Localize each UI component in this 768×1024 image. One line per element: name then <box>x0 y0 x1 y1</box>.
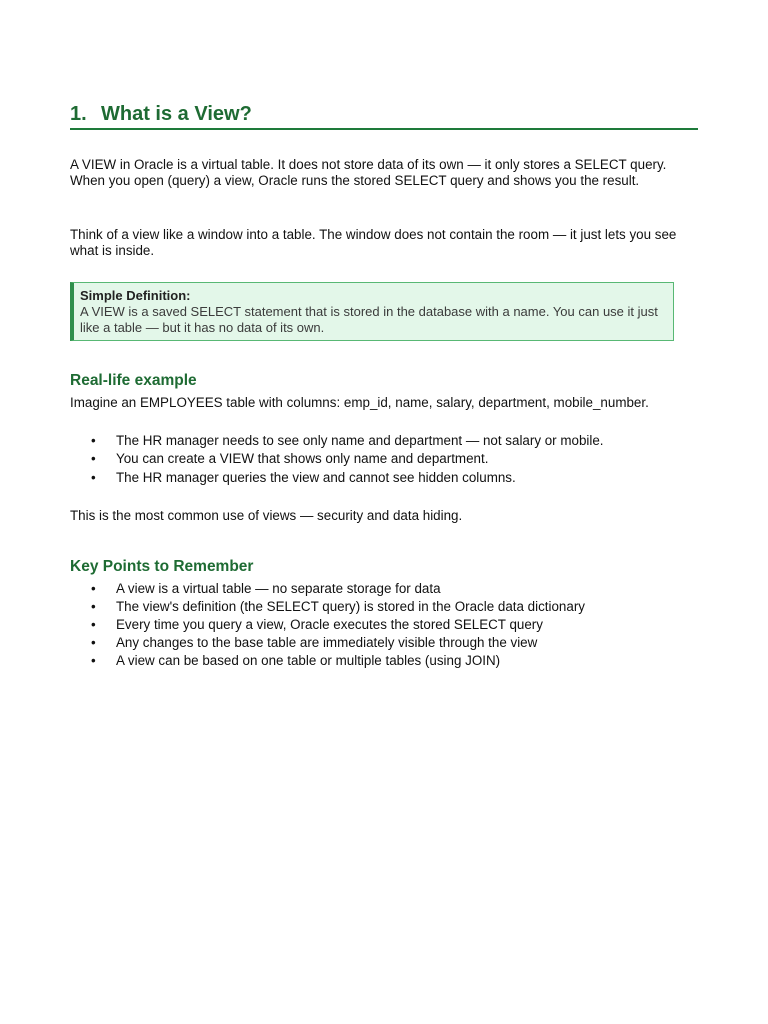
bullet-icon: • <box>91 451 96 467</box>
list-item: • The view's definition (the SELECT query) is stored in the Oracle data dictionary <box>91 599 585 614</box>
bullet-icon: • <box>91 617 96 632</box>
intro-paragraph-1: A VIEW in Oracle is a virtual table. It does not store data of its own — it only stores a SELECT query. When you open (query) a view, Oracle runs the stored SELECT query and shows you the result. <box>70 157 667 188</box>
definition-text: A VIEW is a saved SELECT statement that is stored in the database with a name. You can use it just like a table — but it has no data of its own. <box>80 304 658 335</box>
section-title: What is a View? <box>101 103 252 125</box>
bullet-icon: • <box>91 433 96 448</box>
bullet-icon: • <box>91 599 96 614</box>
list-item: • Every time you query a view, Oracle executes the stored SELECT query <box>91 617 543 632</box>
real-life-list <box>70 432 698 487</box>
real-life-heading: Real-life example <box>70 372 197 389</box>
list-item: • The HR manager needs to see only name and department — not salary or mobile. <box>70 432 698 450</box>
section-number: 1. <box>70 103 87 125</box>
list-item: • The HR manager queries the view and cannot see hidden columns. <box>70 469 698 487</box>
real-life-conclusion: This is the most common use of views — security and data hiding. <box>70 508 463 523</box>
list-item: • A view is a virtual table — no separate storage for data <box>91 581 441 596</box>
section-heading <box>70 102 698 130</box>
key-points-list <box>70 580 698 670</box>
bullet-icon: • <box>91 653 96 668</box>
intro-paragraph-2: Think of a view like a window into a table. The window does not contain the room — it just lets you see what is inside. <box>70 227 677 258</box>
definition-label: Simple Definition: <box>80 288 191 303</box>
list-item: • Any changes to the base table are immediately visible through the view <box>91 635 538 650</box>
bullet-icon: • <box>91 581 96 596</box>
key-points-heading: Key Points to Remember <box>70 558 254 575</box>
real-life-intro: Imagine an EMPLOYEES table with columns: emp_id, name, salary, department, mobile_number. <box>70 395 649 410</box>
bullet-icon: • <box>91 635 96 650</box>
definition-box <box>70 282 674 341</box>
list-item: • A view can be based on one table or multiple tables (using JOIN) <box>91 653 501 668</box>
bullet-icon: • <box>91 469 96 485</box>
list-item: • You can create a VIEW that shows only name and department. <box>70 450 698 468</box>
